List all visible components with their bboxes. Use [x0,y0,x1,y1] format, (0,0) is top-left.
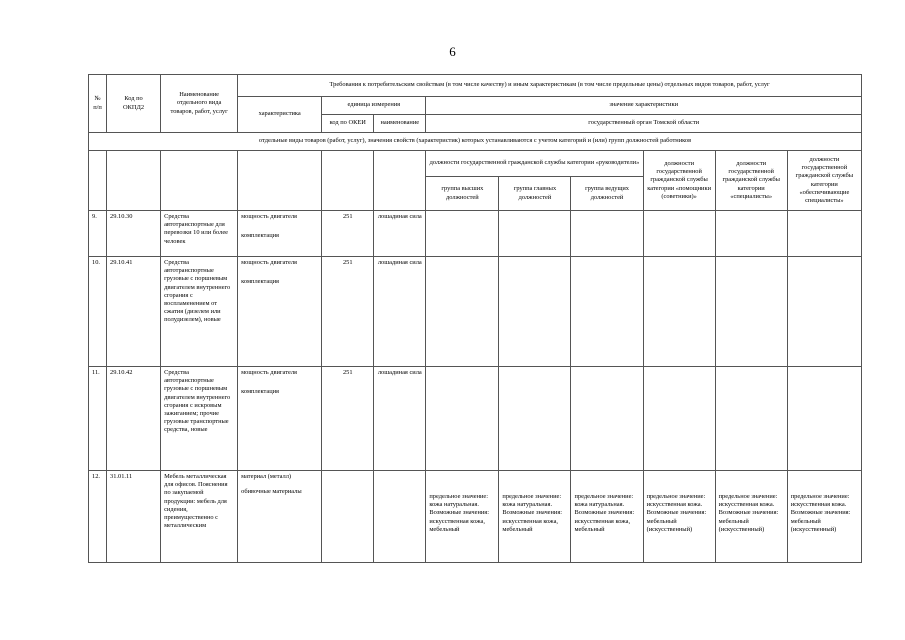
row-name: Мебель металлическая для офисов. Пояснения по закупаемой продукции: мебель для сидения, преимущественно с металлическим [161,471,238,563]
row-value [715,471,787,563]
header-name-text: Наименование отдельного вида товаров, работ, услуг [170,91,228,115]
row-name: Средства автотранспортные грузовые с поршневым двигателем внутреннего сгорания с воспламенением от сжатия (дизелем или полудизелем), новые [161,257,238,367]
char-1: мощность двигателя [241,259,297,266]
category-specialists: должности государственной гражданской службы категории «специалисты» [715,151,787,211]
row-value [499,257,571,367]
group-leading: группа ведущих должностей [571,177,643,211]
row-value [571,367,643,471]
char-2: комплектация [241,278,279,286]
row-value [426,367,499,471]
row-value [426,257,499,367]
group-highest: группа высших должностей [426,177,499,211]
row-value-text: предельное значение: искусственная кожа. Возможные значения: мебельный (искусственный) [646,493,707,533]
char-2: комплектация [241,232,279,240]
row-value [571,211,643,257]
row-characteristic [238,211,322,257]
group-main: группа главных должностей [499,177,571,211]
row-value [571,257,643,367]
header-okpd [107,75,161,133]
cat-empty-4 [238,151,322,211]
row-num: 12. [89,471,107,563]
table-row [89,471,862,563]
header-unit-code: код по ОКЕИ [322,115,374,133]
row-value [499,471,571,563]
row-code: 31.01.11 [107,471,161,563]
row-code: 29.10.30 [107,211,161,257]
header-authority: государственный орган Томской области [426,115,862,133]
row-value [426,471,499,563]
header-unit-name: наименование [374,115,426,133]
row-num: 10. [89,257,107,367]
row-value [571,471,643,563]
cat-empty-6 [374,151,426,211]
header-characteristic: характеристика [238,97,322,133]
char-2: комплектация [241,388,279,396]
cat-empty-5 [322,151,374,211]
row-value [787,257,861,367]
row-okei: 251 [322,367,374,471]
requirements-table [88,74,862,563]
cat-empty-1 [89,151,107,211]
header-name [161,75,238,133]
row-characteristic [238,367,322,471]
header-okpd-text: Код по ОКПД2 [123,95,145,111]
row-value [499,211,571,257]
row-unit [374,471,426,563]
category-heads: должности государственной гражданской службы категории «руководители» [426,151,643,177]
row-num: 9. [89,211,107,257]
char-1: мощность двигателя [241,213,297,220]
row-characteristic [238,257,322,367]
row-value [643,367,715,471]
row-okei: 251 [322,211,374,257]
row-value [715,367,787,471]
char-1: мощность двигателя [241,369,297,376]
row-value [715,257,787,367]
row-name: Средства автотранспортные для перевозки 10 или более человек [161,211,238,257]
section-title: отдельные виды товаров (работ, услуг), значения свойств (характеристик) которых устанавливаются с учетом категорий и (или) групп должностей работников [89,133,862,151]
row-value-text: предельное значение: кожа натуральная. Возможные значения: искусственная кожа, мебельный [502,493,563,533]
cat-empty-3 [161,151,238,211]
row-value [787,367,861,471]
table-row [89,367,862,471]
row-name: Средства автотранспортные грузовые с поршневым двигателем внутреннего сгорания с искровым зажиганием; прочие грузовые транспортные средства, новые [161,367,238,471]
category-helpers: должности государственной гражданской службы категории «помощники (советники)» [643,151,715,211]
row-value-text: предельное значение: искусственная кожа. Возможные значения: мебельный (искусственный) [718,493,779,533]
header-num [89,75,107,133]
row-okei: 251 [322,257,374,367]
row-unit: лошадиная сила [374,211,426,257]
row-value-text: предельное значение: кожа натуральная. Возможные значения: искусственная кожа, мебельный [574,493,635,533]
header-unit: единица измерения [322,97,426,115]
header-num-text: № п/п [93,95,102,111]
row-num: 11. [89,367,107,471]
row-characteristic [238,471,322,563]
row-value [426,211,499,257]
header-requirements: Требования к потребительским свойствам (в том числе качеству) и иным характеристикам (в том числе предельные цены) отдельных видов товаров, работ, услуг [238,75,862,97]
row-value [643,471,715,563]
table-row [89,257,862,367]
category-support: должности государственной гражданской службы категории «обеспечивающие специалисты» [787,151,861,211]
row-value [643,211,715,257]
row-value [787,471,861,563]
row-code: 29.10.41 [107,257,161,367]
header-value: значение характеристики [426,97,862,115]
cat-empty-2 [107,151,161,211]
row-value [499,367,571,471]
row-unit: лошадиная сила [374,367,426,471]
row-code: 29.10.42 [107,367,161,471]
row-value [643,257,715,367]
table-row [89,211,862,257]
row-okei [322,471,374,563]
char-1: материал (металл) [241,473,292,480]
row-value-text: предельное значение: кожа натуральная. Возможные значения: искусственная кожа, мебельный [429,493,489,533]
row-value [715,211,787,257]
row-value-text: предельное значение: искусственная кожа. Возможные значения: мебельный (искусственный) [790,493,851,533]
page-number: 6 [449,44,456,59]
row-unit: лошадиная сила [374,257,426,367]
row-value [787,211,861,257]
char-2: обивочные материалы [241,488,302,496]
